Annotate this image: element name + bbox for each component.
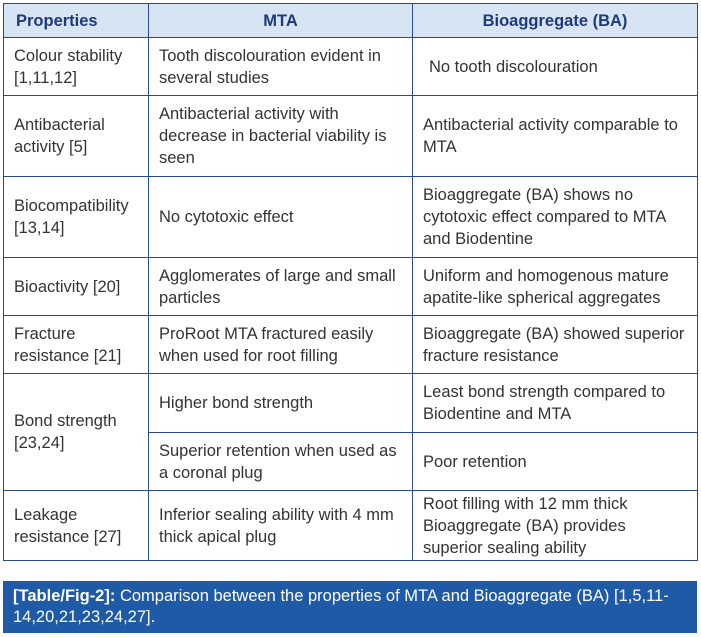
caption-text: Comparison between the properties of MTA and Bioaggregate (BA) [1,5,11-14,20,21,23,24,27].: [13, 587, 669, 626]
mta-cell: Agglomerates of large and small particles: [149, 258, 413, 316]
property-cell: Antibacterial activity [5]: [4, 96, 149, 177]
properties-comparison-table: [3, 3, 698, 561]
table-header-row: [4, 4, 698, 38]
header-properties: Properties: [4, 4, 149, 38]
table-row: [4, 177, 698, 258]
property-cell: Colour stability [1,11,12]: [4, 38, 149, 96]
ba-cell: Root filling with 12 mm thick Bioaggregate (BA) provides superior sealing ability: [413, 491, 698, 561]
property-cell: Leakage resistance [27]: [4, 491, 149, 561]
table-row: [4, 374, 698, 433]
mta-cell: ProRoot MTA fractured easily when used for root filling: [149, 316, 413, 374]
ba-cell: No tooth discolouration: [413, 38, 698, 96]
header-ba: Bioaggregate (BA): [413, 4, 698, 38]
mta-cell: No cytotoxic effect: [149, 177, 413, 258]
property-cell: Biocompatibility [13,14]: [4, 177, 149, 258]
table-row: [4, 258, 698, 316]
property-cell: Bioactivity [20]: [4, 258, 149, 316]
property-cell: Fracture resistance [21]: [4, 316, 149, 374]
table-row: [4, 38, 698, 96]
table-row: [4, 316, 698, 374]
caption-label: [Table/Fig-2]:: [13, 587, 116, 605]
mta-cell: Inferior sealing ability with 4 mm thick apical plug: [149, 491, 413, 561]
mta-cell: Superior retention when used as a coronal plug: [149, 433, 413, 491]
ba-cell: Bioaggregate (BA) shows no cytotoxic effect compared to MTA and Biodentine: [413, 177, 698, 258]
mta-cell: Antibacterial activity with decrease in bacterial viability is seen: [149, 96, 413, 177]
mta-cell: Higher bond strength: [149, 374, 413, 433]
table-caption: [3, 581, 697, 633]
table-figure: [3, 3, 697, 633]
header-mta: MTA: [149, 4, 413, 38]
ba-cell: Antibacterial activity comparable to MTA: [413, 96, 698, 177]
ba-cell: Poor retention: [413, 433, 698, 491]
mta-cell: Tooth discolouration evident in several studies: [149, 38, 413, 96]
table-row: [4, 96, 698, 177]
ba-cell: Bioaggregate (BA) showed superior fracture resistance: [413, 316, 698, 374]
table-row: [4, 491, 698, 561]
ba-cell: Uniform and homogenous mature apatite-like spherical aggregates: [413, 258, 698, 316]
ba-cell: Least bond strength compared to Biodentine and MTA: [413, 374, 698, 433]
property-cell: Bond strength [23,24]: [4, 374, 149, 491]
